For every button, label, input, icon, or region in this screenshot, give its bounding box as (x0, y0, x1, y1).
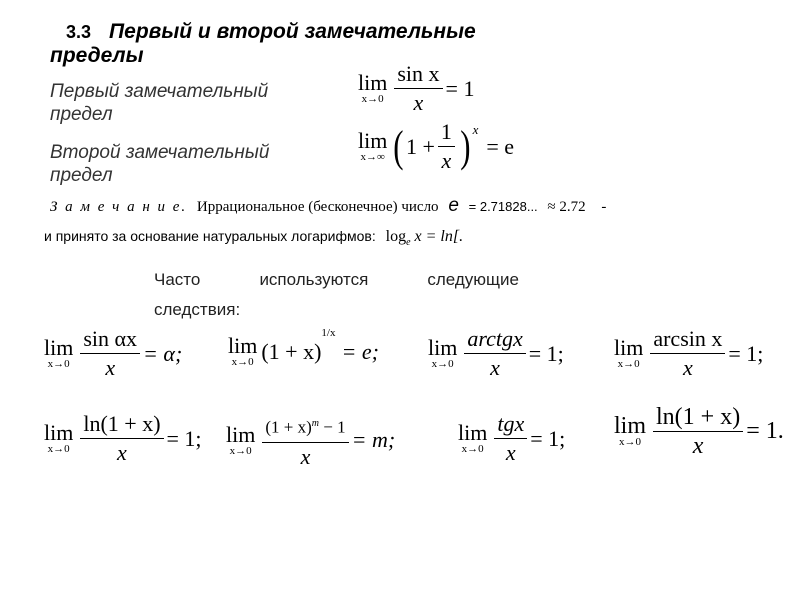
formula-one-plus-x: lim x→0 (1 + x) 1/x = e; (228, 327, 379, 368)
page-title (66, 20, 476, 44)
formula-tg: lim x→0 tgx x = 1; (458, 411, 566, 465)
note-dash: - (601, 199, 607, 215)
consequences-line-2: следствия: (154, 300, 241, 319)
consequences-line-1: Часто используются следующие (154, 270, 519, 289)
rhs: = 1 (445, 75, 475, 101)
left-paren: ( (393, 121, 404, 171)
formula-arctg: lim x→0 arctgx x = 1; (428, 326, 564, 380)
formula-sin-ax: lim x→0 $\frac{\text{sin αx}}{x}$ = α; (44, 326, 183, 380)
note-word: З а м е ч а н и е. (50, 199, 188, 215)
e-value: = 2.71828... (468, 199, 538, 214)
formula-ln-2: lim x→0 $\frac{\ln(1 + x)}{x}$ = 1. (614, 404, 784, 459)
section-number: 3.3 (66, 22, 92, 42)
e-symbol: e (448, 195, 459, 216)
fraction: $\frac{\text{sin x}}{x}$ (394, 62, 442, 115)
second-limit-formula (358, 120, 514, 173)
formula-power-m: lim x→0 $(1 + x)^m - 1$ x = m; (226, 412, 395, 469)
title-line-2: пределы (50, 44, 144, 67)
lim-operator: lim x→0 (358, 70, 388, 105)
note-line-2: и принято за основание натуральных логарифмов: $\log_e x = \ln$[. (44, 228, 464, 249)
formula-ln: lim x→0 $\frac{\ln(1 + x)}{x}$ = 1; (44, 411, 202, 465)
lim-operator: lim x→∞ (358, 128, 388, 163)
note-line-1 (50, 195, 606, 217)
second-limit-label: Второй замечательный предел (50, 142, 270, 186)
first-limit-formula (358, 62, 474, 115)
title-line-1: Первый и второй замечательные (109, 20, 476, 43)
one-plus: 1 + (406, 133, 435, 159)
formula-arcsin: lim x→0 $\frac{\text{arcsin x}}{x}$ = 1; (614, 326, 764, 380)
rhs: = e (486, 133, 515, 159)
exponent: x (472, 122, 479, 137)
fraction: $\frac{1}{x}$ (438, 120, 455, 173)
note-text: Иррациональное (бесконечное) число (196, 199, 439, 215)
e-approx: ≈ 2.72 (547, 199, 586, 215)
log-expression: $\log_e x = \ln$[. (385, 228, 464, 249)
right-paren: ) (460, 121, 471, 171)
first-limit-label: Первый замечательный предел (50, 81, 269, 125)
